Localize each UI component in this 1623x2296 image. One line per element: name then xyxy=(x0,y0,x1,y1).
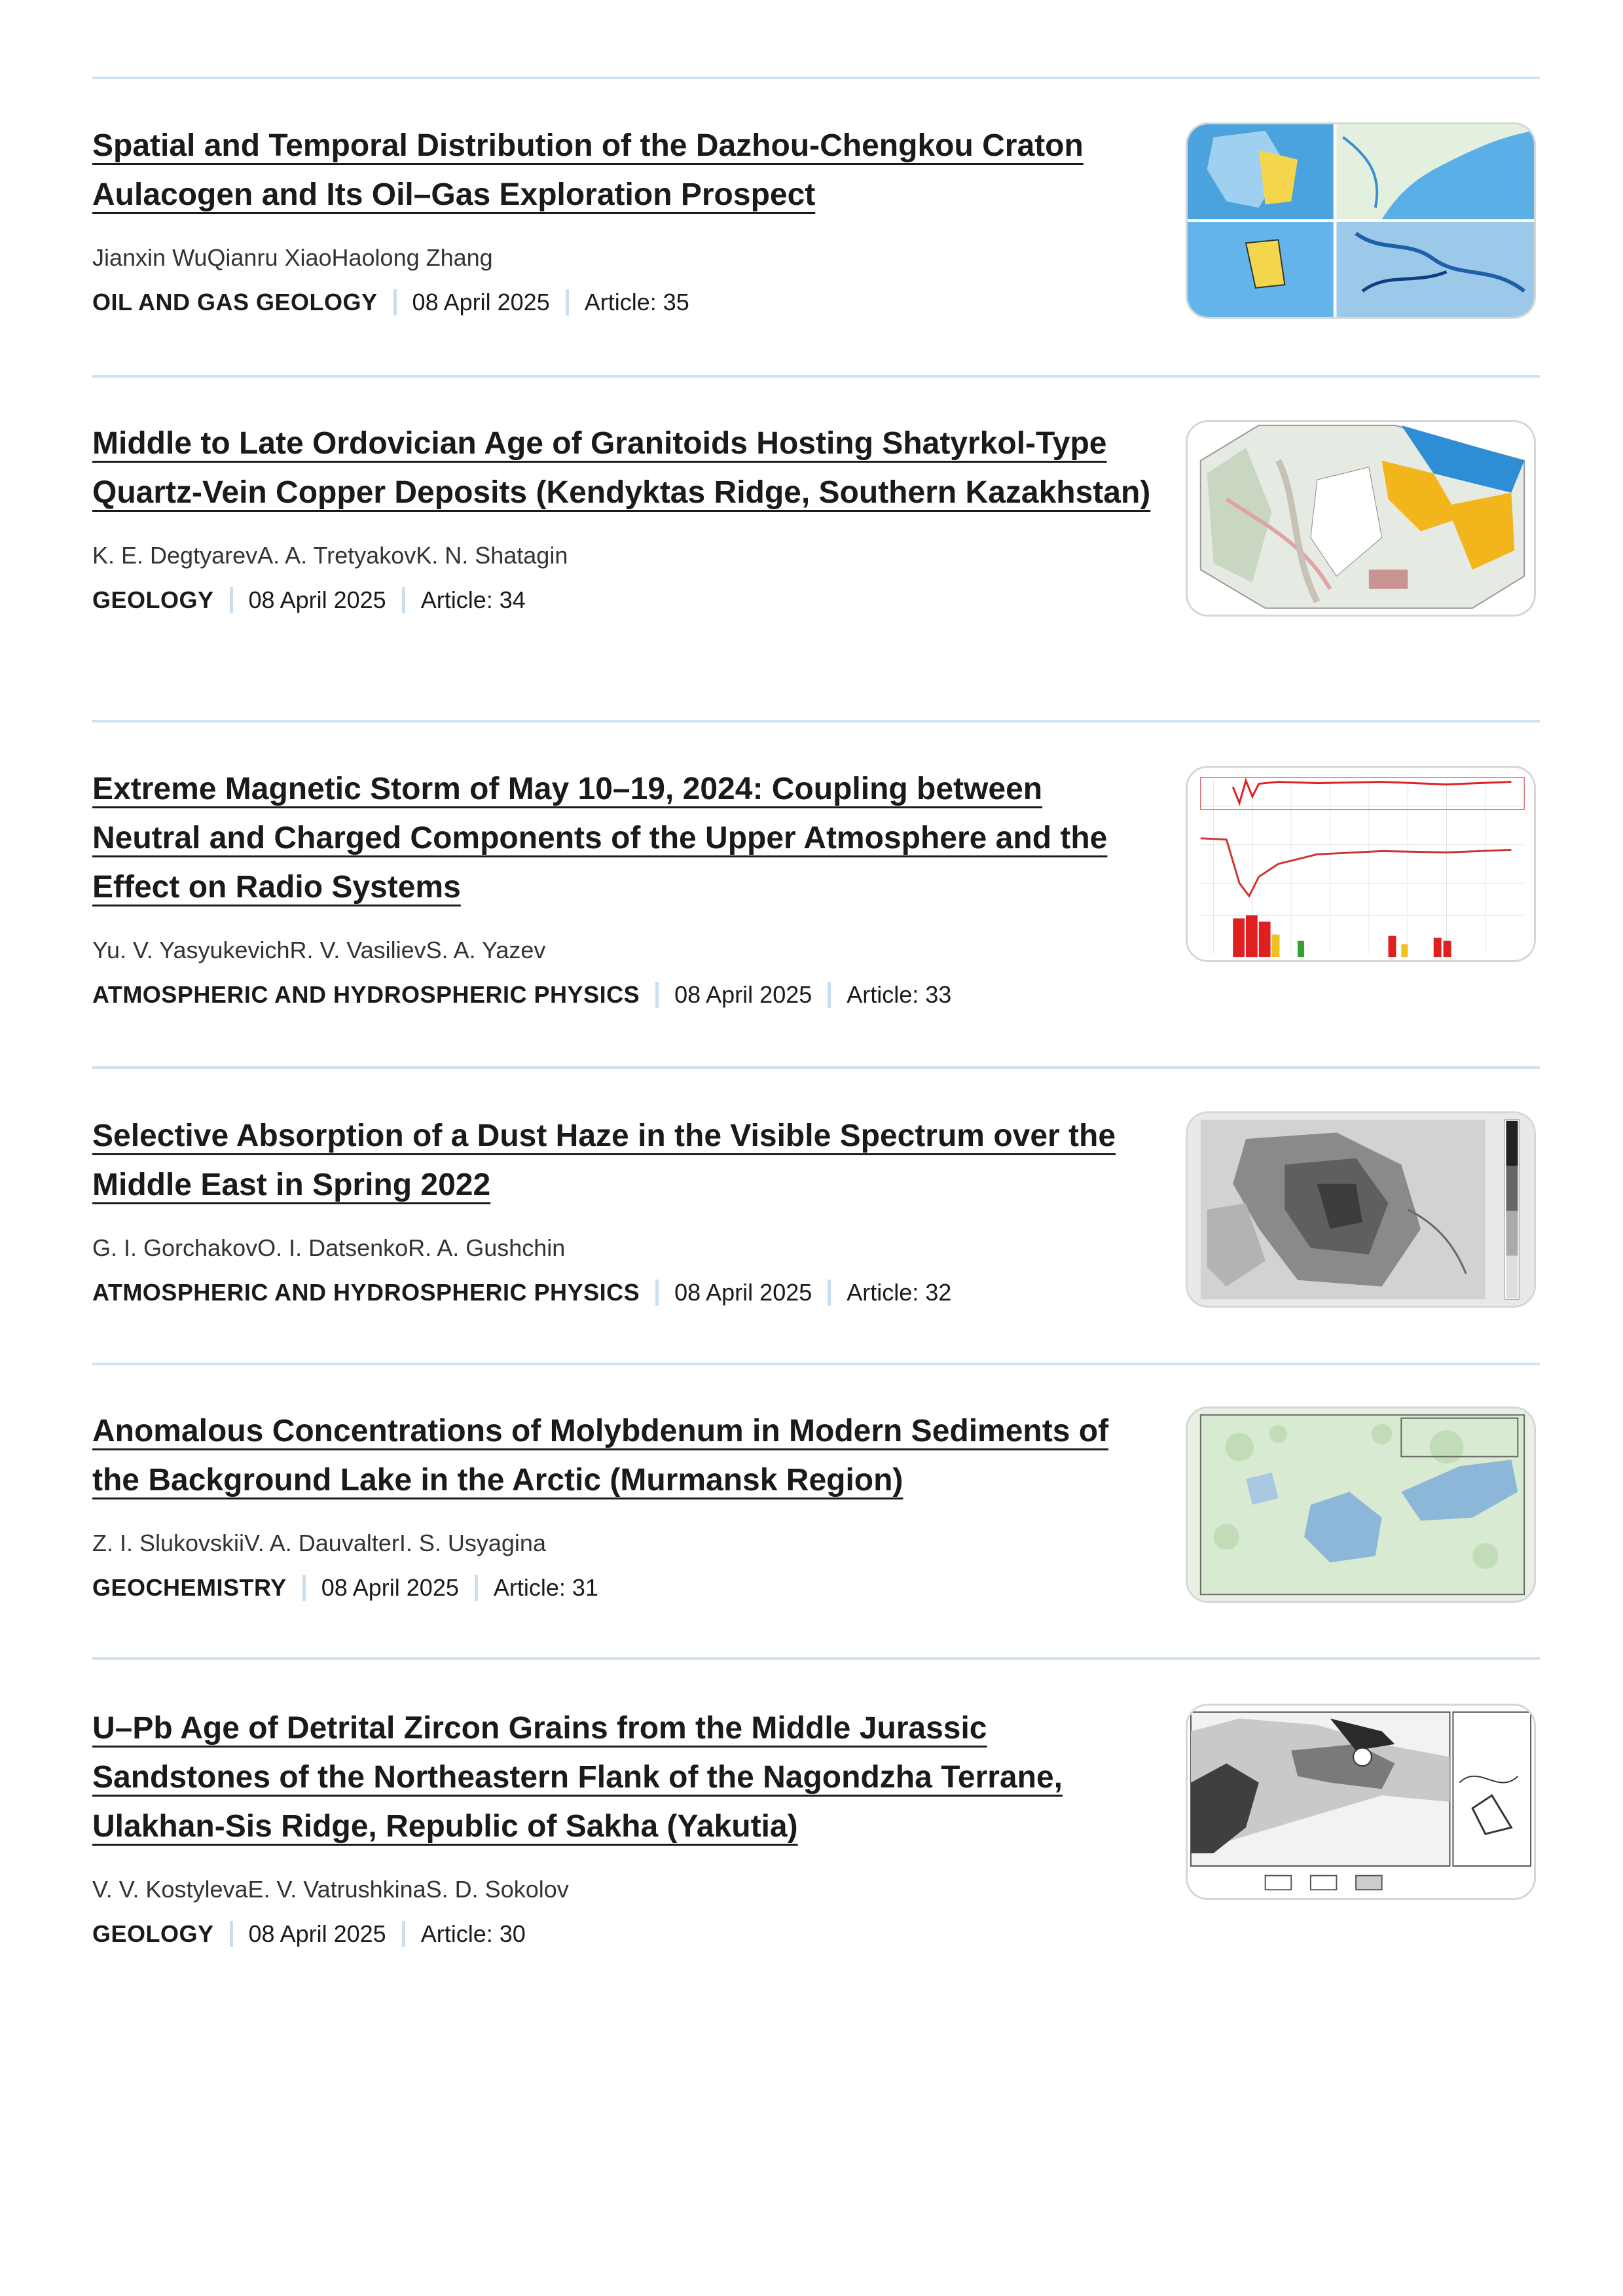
article-number: Article: 31 xyxy=(493,1574,598,1601)
journal-name: GEOCHEMISTRY xyxy=(92,1574,287,1601)
divider xyxy=(92,720,1540,723)
meta-separator xyxy=(230,1921,233,1947)
divider xyxy=(92,77,1540,79)
article-title-link[interactable]: Anomalous Concentrations of Molybdenum in Modern Sediments of the Background Lake in the Arctic (Murmansk Region) xyxy=(92,1414,1109,1498)
journal-name: OIL AND GAS GEOLOGY xyxy=(92,289,378,315)
article-text xyxy=(92,1407,1153,1603)
article-thumbnail[interactable] xyxy=(1186,1407,1536,1603)
journal-name: GEOLOGY xyxy=(92,1920,214,1947)
time-series-plot-figure xyxy=(1188,768,1534,960)
article-title-link[interactable]: U–Pb Age of Detrital Zircon Grains from the Middle Jurassic Sandstones of the Northeastern Flank of the Nagondzha Terrane, Ulakhan-Sis Ridge, Republic of Sakha (Yakutia) xyxy=(92,1711,1063,1844)
article-thumbnail[interactable] xyxy=(1186,122,1536,319)
article-authors: G. I. GorchakovO. I. DatsenkoR. A. Gushchin xyxy=(92,1234,566,1261)
article-number: Article: 33 xyxy=(847,981,952,1008)
article-meta xyxy=(92,980,1153,1010)
publication-date: 08 April 2025 xyxy=(248,586,386,613)
divider xyxy=(92,1363,1540,1365)
journal-name: ATMOSPHERIC AND HYDROSPHERIC PHYSICS xyxy=(92,981,640,1008)
meta-separator xyxy=(230,587,233,613)
divider xyxy=(92,1657,1540,1660)
article-authors: Z. I. SlukovskiiV. A. DauvalterI. S. Usyagina xyxy=(92,1530,546,1556)
article-number: Article: 30 xyxy=(420,1920,526,1947)
article-text xyxy=(92,764,1153,1010)
meta-separator xyxy=(402,587,405,613)
colored-map-figure xyxy=(1188,124,1534,317)
journal-name: GEOLOGY xyxy=(92,586,214,613)
article-thumbnail[interactable] xyxy=(1186,1704,1536,1900)
article-meta xyxy=(92,1278,1153,1308)
article-authors: Jianxin WuQianru XiaoHaolong Zhang xyxy=(92,244,493,271)
article-number: Article: 34 xyxy=(420,586,526,613)
article-text xyxy=(92,419,1153,615)
grayscale-map-figure xyxy=(1188,1113,1534,1306)
journal-name: ATMOSPHERIC AND HYDROSPHERIC PHYSICS xyxy=(92,1279,640,1306)
publication-date: 08 April 2025 xyxy=(248,1920,386,1947)
meta-separator xyxy=(302,1575,306,1601)
article-meta xyxy=(92,585,1153,615)
divider xyxy=(92,1066,1540,1069)
article-authors: Yu. V. YasyukevichR. V. VasilievS. A. Yazev xyxy=(92,937,546,963)
terrane-map-figure xyxy=(1188,1706,1534,1898)
article-thumbnail[interactable] xyxy=(1186,1111,1536,1308)
publication-date: 08 April 2025 xyxy=(674,981,812,1008)
article-number: Article: 32 xyxy=(847,1279,952,1306)
article-meta xyxy=(92,1919,1153,1949)
article-text xyxy=(92,1704,1153,1949)
lake-map-figure xyxy=(1188,1408,1534,1601)
article-text xyxy=(92,121,1153,317)
divider xyxy=(92,375,1540,378)
article-title-link[interactable]: Spatial and Temporal Distribution of the Dazhou-Chengkou Craton Aulacogen and Its Oil–Gas Exploration Prospect xyxy=(92,128,1084,212)
article-meta xyxy=(92,287,1153,317)
meta-separator xyxy=(828,982,831,1008)
meta-separator xyxy=(828,1280,831,1306)
meta-separator xyxy=(655,982,659,1008)
article-title-link[interactable]: Selective Absorption of a Dust Haze in the Visible Spectrum over the Middle East in Spring 2022 xyxy=(92,1119,1116,1202)
publication-date: 08 April 2025 xyxy=(412,289,550,315)
article-thumbnail[interactable] xyxy=(1186,420,1536,617)
meta-separator xyxy=(655,1280,659,1306)
meta-separator xyxy=(566,289,569,315)
geological-map-figure xyxy=(1188,422,1534,615)
article-text xyxy=(92,1111,1153,1308)
meta-separator xyxy=(402,1921,405,1947)
meta-separator xyxy=(475,1575,478,1601)
article-thumbnail[interactable] xyxy=(1186,766,1536,962)
meta-separator xyxy=(393,289,397,315)
article-number: Article: 35 xyxy=(584,289,689,315)
article-authors: K. E. DegtyarevA. A. TretyakovK. N. Shatagin xyxy=(92,542,568,569)
publication-date: 08 April 2025 xyxy=(674,1279,812,1306)
article-title-link[interactable]: Middle to Late Ordovician Age of Granitoids Hosting Shatyrkol-Type Quartz-Vein Copper Deposits (Kendyktas Ridge, Southern Kazakhstan) xyxy=(92,426,1151,510)
article-title-link[interactable]: Extreme Magnetic Storm of May 10–19, 2024: Coupling between Neutral and Charged Components of the Upper Atmosphere and the Effect on Radio Systems xyxy=(92,772,1108,905)
article-authors: V. V. KostylevaE. V. VatrushkinaS. D. Sokolov xyxy=(92,1876,569,1903)
publication-date: 08 April 2025 xyxy=(321,1574,459,1601)
article-meta xyxy=(92,1573,1153,1603)
